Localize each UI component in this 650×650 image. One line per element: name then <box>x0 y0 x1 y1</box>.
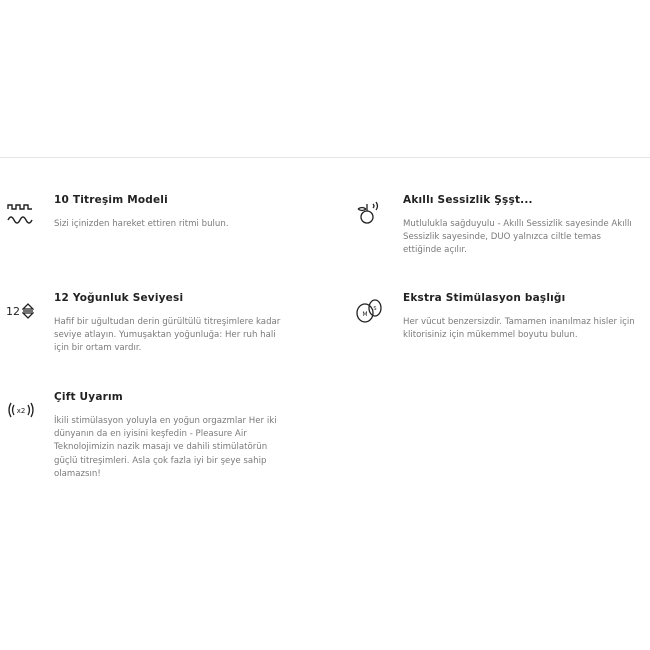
feature-title: Çift Uyarım <box>54 391 123 403</box>
feature-title: 10 Titreşim Modeli <box>54 194 168 206</box>
feature-title: 12 Yoğunluk Seviyesi <box>54 292 184 304</box>
feature-title: Ekstra Stimülasyon başlığı <box>403 292 566 304</box>
silent-mode-icon <box>355 200 383 226</box>
feature-title: Akıllı Sessizlik Şşşt... <box>403 194 533 206</box>
feature-description: Mutlulukla sağduyulu - Akıllı Sessizlik sayesinde Akıllı Sessizlik sayesinde, DUO yalnızca ciltle temas ettiğinde açılır. <box>403 219 632 256</box>
dual-stimulation-icon <box>6 400 36 420</box>
section-divider <box>0 157 650 158</box>
waves-icon <box>6 202 34 224</box>
stimulation-heads-icon <box>355 298 383 324</box>
feature-smart-silence <box>355 192 645 262</box>
feature-stimulation-heads <box>355 290 645 350</box>
dual-label: x2 <box>16 407 26 415</box>
intensity-arrows-icon <box>6 303 34 319</box>
feature-description: İkili stimülasyon yoluyla en yoğun orgazmlar Her iki dünyanın da en iyisini keşfedin - Pleasure Air Teknolojimizin nazik masajı ve dahili stimülatörün güçlü titreşimleri. Asla çok fazla iyi bir şeye sahip olamazsın! <box>54 416 277 479</box>
feature-vibration-patterns <box>6 192 296 242</box>
feature-description: Her vücut benzersizdir. Tamamen inanılmaz hisler için klitorisiniz için mükemmel boyutu bulun. <box>403 317 635 341</box>
feature-intensity-levels <box>6 290 296 360</box>
feature-description: Hafif bir uğultudan derin gürültülü titreşimlere kadar seviye atlayın. Yumuşaktan yoğunluğa: Her ruh hali için bir ortam vardır. <box>54 317 281 354</box>
feature-dual-stimulation <box>6 389 296 489</box>
svg-text:S: S <box>373 306 377 312</box>
feature-description: Sizi içinizden hareket ettiren ritmi bulun. <box>54 219 229 229</box>
svg-text:M: M <box>362 311 368 318</box>
intensity-number: 12 <box>6 304 20 318</box>
